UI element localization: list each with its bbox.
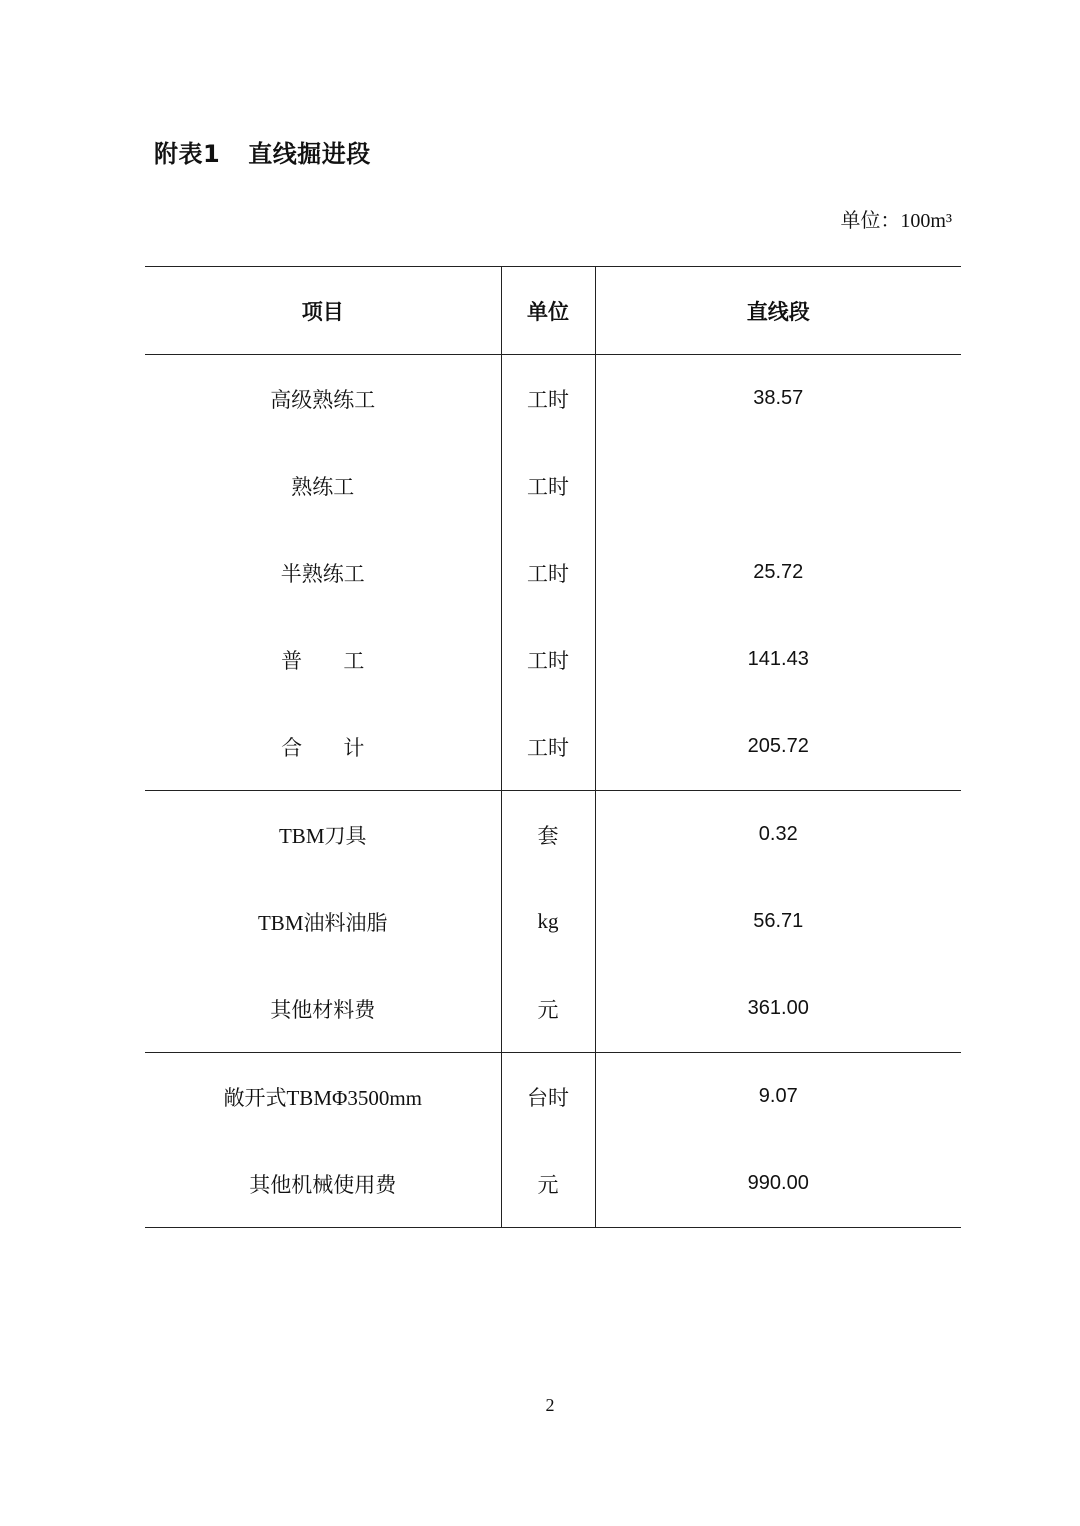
row-value: 56.71 xyxy=(595,878,961,965)
row-item: TBM刀具 xyxy=(278,823,367,848)
row-value: 990.00 xyxy=(595,1140,961,1228)
row-item: 敞开式TBMΦ3500mm xyxy=(223,1085,423,1110)
row-item: TBM油料油脂 xyxy=(257,910,388,935)
row-unit: 元 xyxy=(501,965,595,1053)
row-value: 25.72 xyxy=(595,529,961,616)
row-item xyxy=(145,616,501,703)
column-header-unit: 单位 xyxy=(501,267,595,355)
table-row xyxy=(145,616,961,703)
table-heading xyxy=(154,134,371,169)
row-unit: 工时 xyxy=(501,529,595,616)
page-number: 2 xyxy=(545,1395,555,1415)
row-item: 高级熟练工 xyxy=(270,387,376,412)
table-heading-label: 附表1 xyxy=(154,140,221,168)
row-value: 205.72 xyxy=(595,703,961,791)
table-row xyxy=(145,529,961,616)
column-header-item: 项目 xyxy=(145,267,501,355)
table-row xyxy=(145,1140,961,1228)
quota-table xyxy=(145,266,961,1228)
column-header-value: 直线段 xyxy=(595,267,961,355)
row-item-text: 普 工 xyxy=(281,648,383,673)
row-item: 半熟练工 xyxy=(280,561,365,586)
row-value xyxy=(595,442,961,529)
table-row xyxy=(145,703,961,791)
row-unit: kg xyxy=(501,878,595,965)
table-row xyxy=(145,791,961,879)
row-unit: 工时 xyxy=(501,616,595,703)
row-value: 0.32 xyxy=(595,791,961,879)
row-item: 其他机械使用费 xyxy=(145,1140,501,1228)
table-row xyxy=(145,442,961,529)
table-row xyxy=(145,355,961,443)
row-value: 9.07 xyxy=(595,1053,961,1141)
row-item-text: 合 计 xyxy=(281,735,383,760)
row-unit: 元 xyxy=(501,1140,595,1228)
row-unit: 工时 xyxy=(501,355,595,443)
row-value: 38.57 xyxy=(595,355,961,443)
row-value: 361.00 xyxy=(595,965,961,1053)
table-header-row xyxy=(145,267,961,355)
row-unit: 套 xyxy=(501,791,595,879)
row-item: 熟练工 xyxy=(291,474,355,499)
table-row xyxy=(145,965,961,1053)
row-unit: 台时 xyxy=(501,1053,595,1141)
row-unit: 工时 xyxy=(501,703,595,791)
row-item xyxy=(145,703,501,791)
table-heading-title: 直线掘进段 xyxy=(248,140,371,168)
row-value: 141.43 xyxy=(595,616,961,703)
row-unit: 工时 xyxy=(501,442,595,529)
unit-note: 单位：100m³ xyxy=(840,210,952,232)
table-row xyxy=(145,1053,961,1141)
row-item: 其他材料费 xyxy=(145,965,501,1053)
table-row xyxy=(145,878,961,965)
